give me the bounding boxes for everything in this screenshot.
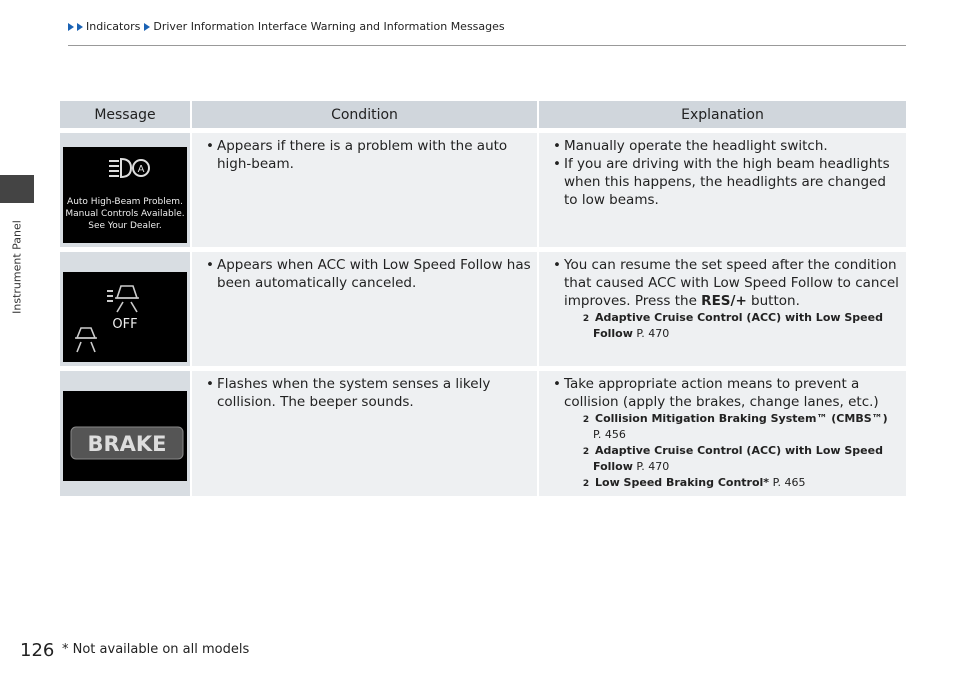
svg-text:OFF: OFF [112, 317, 138, 332]
message-table [60, 96, 906, 501]
table-header-row [60, 101, 906, 128]
reference-icon: 2 [582, 447, 590, 457]
message-image-cell [60, 371, 192, 496]
breadcrumb [68, 20, 505, 33]
cross-reference-link[interactable]: 2 Collision Mitigation Braking System™ (CMBS™) P. 456 [582, 412, 888, 441]
acc-off-screen [63, 272, 187, 362]
svg-text:BRAKE: BRAKE [87, 432, 167, 456]
svg-text:A: A [137, 164, 145, 175]
svg-text:See Your Dealer.: See Your Dealer. [88, 221, 162, 231]
auto-high-beam-icon [63, 147, 187, 243]
explanation-text: • You can resume the set speed after the condition that caused ACC with Low Speed Follow to cancel improves. Press the RES/+ button. [553, 256, 900, 310]
footnote: * Not available on all models [62, 642, 250, 657]
reference-icon: 2 [582, 479, 590, 489]
explanation-cell [539, 371, 906, 496]
explanation-text: • Take appropriate action means to prevent a collision (apply the brakes, change lanes, etc.) [553, 375, 900, 411]
message-image-cell [60, 252, 192, 366]
cross-reference-link[interactable]: 2 Adaptive Cruise Control (ACC) with Low Speed Follow P. 470 [582, 311, 883, 340]
reference-icon: 2 [582, 415, 590, 425]
condition-cell [192, 133, 539, 247]
acc-off-icon [63, 272, 187, 362]
condition-text: • Appears when ACC with Low Speed Follow has been automatically canceled. [206, 256, 531, 292]
condition-text: • Appears if there is a problem with the auto high-beam. [206, 137, 531, 173]
explanation-cell [539, 133, 906, 247]
section-label: Instrument Panel [10, 220, 24, 314]
header-condition: Condition [192, 101, 539, 128]
table-row [60, 133, 906, 247]
breadcrumb-current: Driver Information Interface Warning and Information Messages [153, 20, 505, 33]
brake-screen [63, 391, 187, 481]
brake-warning-icon [63, 391, 187, 481]
condition-cell [192, 371, 539, 496]
page-number: 126 [20, 640, 55, 661]
explanation-cell [539, 252, 906, 366]
header-rule [68, 45, 906, 46]
table-row [60, 371, 906, 496]
breadcrumb-arrow-icon [68, 23, 74, 31]
breadcrumb-arrow-icon [77, 23, 83, 31]
svg-text:Manual Controls Available.: Manual Controls Available. [65, 209, 185, 219]
cross-reference-link[interactable]: 2 Low Speed Braking Control* P. 465 [582, 476, 806, 489]
svg-text:Auto High-Beam Problem.: Auto High-Beam Problem. [67, 197, 183, 207]
auto-high-beam-screen [63, 147, 187, 243]
cross-reference-link[interactable]: 2 Adaptive Cruise Control (ACC) with Low Speed Follow P. 470 [582, 444, 883, 473]
section-tab [0, 175, 34, 203]
table-row [60, 252, 906, 366]
breadcrumb-indicators[interactable]: Indicators [86, 20, 141, 33]
header-message: Message [60, 101, 192, 128]
explanation-text: • Manually operate the headlight switch. [553, 137, 900, 155]
condition-cell [192, 252, 539, 366]
condition-text: • Flashes when the system senses a likely collision. The beeper sounds. [206, 375, 531, 411]
reference-icon: 2 [582, 314, 590, 324]
explanation-text: • If you are driving with the high beam headlights when this happens, the headlights are changed to low beams. [553, 155, 900, 209]
breadcrumb-arrow-icon [144, 23, 150, 31]
header-explanation: Explanation [539, 101, 906, 128]
message-image-cell [60, 133, 192, 247]
